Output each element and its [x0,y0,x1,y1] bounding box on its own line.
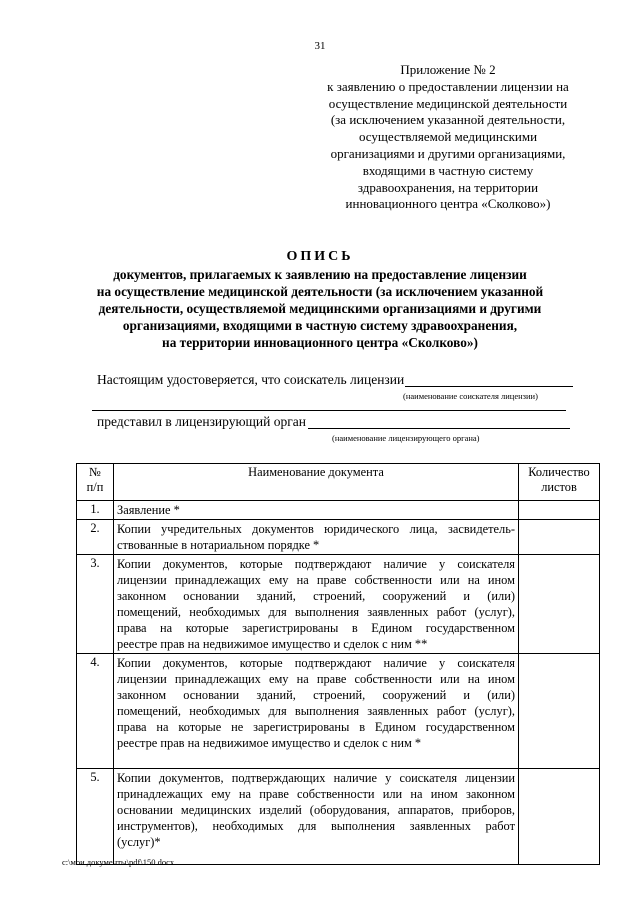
appendix-line: к заявлению о предоставлении лицензии на [327,78,569,94]
row-doc-line: права на которые не зарегистрированы в Едином государственном [117,720,515,734]
row-doc-line: лицензии принадлежащих ему на праве собственности или на ином [117,573,515,587]
subtitle-line: на территории инновационного центра «Сколково») [162,335,478,350]
row-doc-line: ствованные в нотариальном порядке * [117,538,320,552]
row-doc [114,769,519,865]
row-num: 3. [77,555,114,654]
row-count[interactable] [519,555,600,654]
row-doc [114,520,519,555]
row-doc-line: (услуг)* [117,835,161,849]
row-doc-line: законном основании зданий, строений, сооружений и (или) [117,688,515,702]
row-num: 4. [77,654,114,769]
row-doc-line: права на которые зарегистрированы в Едином государственном [117,621,515,635]
row-doc-line: помещений, необходимых для выполнения заявленных работ (услуг), [117,605,515,619]
applicant-name-field[interactable] [405,386,573,387]
table-row [77,501,600,520]
row-count[interactable] [519,769,600,865]
appendix-line: входящими в частную систему [362,162,534,178]
subtitle-line: документов, прилагаемых к заявлению на предоставление лицензии [113,267,527,282]
authority-hint: (наименование лицензирующего органа) [332,433,480,443]
appendix-line: осуществление медицинской деятельности [328,95,568,111]
appendix-line: (за исключением указанной деятельности, [330,112,566,128]
row-doc-line: реестре прав на недвижимое имущество и сделок с ним ** [117,637,428,651]
appendix-line: инновационного центра «Сколково») [345,196,551,212]
row-doc-line: Копии документов, подтверждающих наличие у соискателя лицензии [117,771,515,785]
table-row [77,654,600,769]
page-number: 31 [314,40,326,52]
document-title: ОПИСЬ [286,249,354,264]
appendix-line: Приложение № 2 [400,62,496,77]
row-num: 5. [77,769,114,865]
subtitle-line: на осуществление медицинской деятельности (за исключением указанной [96,284,544,299]
header-count: Количество листов [519,464,600,501]
row-count[interactable] [519,520,600,555]
row-doc-line: Заявление * [117,503,180,517]
applicant-name-continued-field[interactable] [92,410,566,411]
certify-text: Настоящим удостоверяется, что соискатель лицензии [97,372,405,387]
row-doc-line: Копии учредительных документов юридического лица, засвидетель- [117,522,515,536]
row-doc [114,555,519,654]
document-subtitle [60,266,580,351]
row-doc-line: Копии документов, которые подтверждают наличие у соискателя [117,557,515,571]
row-num: 1. [77,501,114,520]
appendix-line: организациями и другими организациями, [330,145,566,161]
authority-name-field[interactable] [308,428,570,429]
file-path-footer: c:\мои документы\pdf\150.docx [62,857,175,867]
row-doc-line: Копии документов, которые подтверждают наличие у соискателя [117,656,515,670]
table-header-row [77,464,600,501]
row-doc [114,654,519,769]
subtitle-line: организациями, входящими в частную систему здравоохранения, [122,318,518,333]
table-row [77,769,600,865]
row-doc [114,501,519,520]
row-doc-line: помещений, необходимых для выполнения заявленных работ (услуг), [117,704,515,718]
row-count[interactable] [519,654,600,769]
table-row [77,555,600,654]
row-count[interactable] [519,501,600,520]
appendix-line: здравоохранения, на территории [357,179,539,195]
table-row [77,520,600,555]
row-doc-line: инструментов), необходимых для выполнения заявленных работ [117,819,515,833]
appendix-line: осуществляемой медицинскими [358,129,538,145]
row-num: 2. [77,520,114,555]
appendix-header [318,62,578,213]
documents-table [76,463,600,865]
subtitle-line: деятельности, осуществляемой медицинскими организациями и другими [98,301,542,316]
row-doc-line: законном основании зданий, строений, сооружений и (или) [117,589,515,603]
applicant-hint: (наименование соискателя лицензии) [403,391,538,401]
row-doc-line: основании медицинских изделий (оборудования, аппаратов, приборов, [117,803,515,817]
header-num: № п/п [77,464,114,501]
row-doc-line: принадлежащих ему на праве собственности или на ином законном [117,787,515,801]
submitted-text: представил в лицензирующий орган [97,414,307,429]
header-name: Наименование документа [114,464,519,501]
row-doc-line: реестре прав на недвижимое имущество и сделок с ним * [117,736,422,750]
row-doc-line: лицензии принадлежащих ему на праве собственности или на ином [117,672,515,686]
